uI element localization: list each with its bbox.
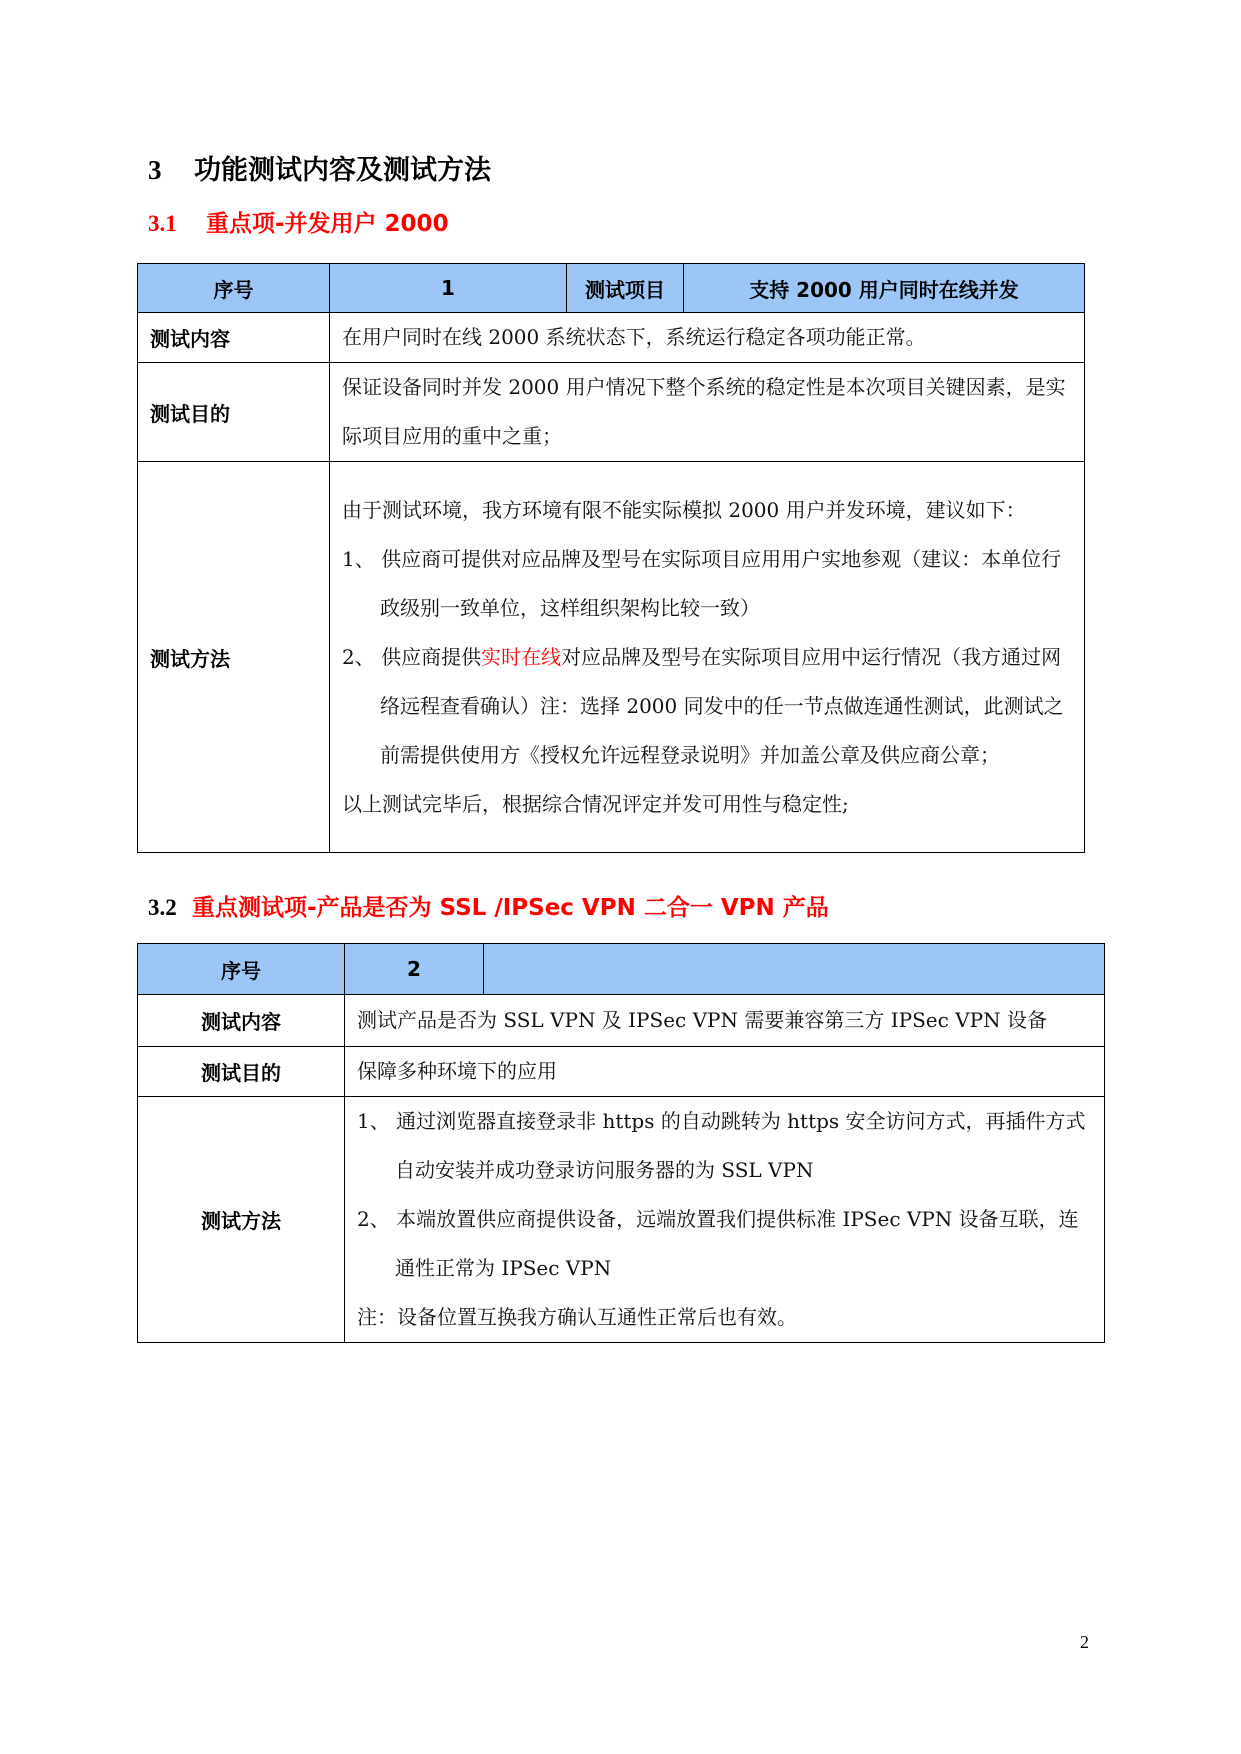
table-header-row	[138, 944, 1105, 995]
method-item-2	[342, 633, 1072, 780]
method-cell	[345, 1097, 1105, 1343]
method-item-1: 1、 通过浏览器直接登录非 https 的自动跳转为 https 安全访问方式，再插件方式自动安装并成功登录访问服务器的为 SSL VPN	[357, 1109, 1086, 1182]
content-text: 在用户同时在线 2000 系统状态下，系统运行稳定各项功能正常。	[330, 313, 1085, 363]
content-label: 测试内容	[138, 313, 330, 363]
subsection-number: 3.1	[148, 211, 177, 236]
table-header-row	[138, 264, 1085, 313]
table-row	[138, 1047, 1105, 1097]
content-label: 测试内容	[138, 995, 345, 1047]
page-number: 2	[1080, 1632, 1089, 1652]
purpose-label: 测试目的	[138, 1047, 345, 1097]
seq-value: 1	[330, 264, 567, 313]
method-item-2-highlight: 实时在线	[481, 644, 562, 669]
subsection-heading-3-2	[148, 889, 829, 922]
test-table-2	[137, 943, 1105, 1343]
method-label: 测试方法	[138, 1097, 345, 1343]
header-extra	[484, 944, 1105, 995]
test-table-1	[137, 263, 1085, 853]
method-label: 测试方法	[138, 462, 330, 853]
seq-value: 2	[345, 944, 484, 995]
section-title: 功能测试内容及测试方法	[194, 155, 491, 186]
subsection-title: 重点测试项-产品是否为 SSL /IPSec VPN 二合一 VPN 产品	[192, 895, 829, 921]
seq-label: 序号	[138, 944, 345, 995]
item-value: 支持 2000 用户同时在线并发	[684, 264, 1085, 313]
table-row	[138, 363, 1085, 462]
method-item-2: 2、 本端放置供应商提供设备，远端放置我们提供标准 IPSec VPN 设备互联，连通性正常为 IPSec VPN	[357, 1207, 1079, 1280]
method-intro: 由于测试环境，我方环境有限不能实际模拟 2000 用户并发环境，建议如下：	[342, 497, 1026, 522]
purpose-text: 保障多种环境下的应用	[345, 1047, 1105, 1097]
seq-label: 序号	[138, 264, 330, 313]
purpose-label: 测试目的	[138, 363, 330, 462]
content-text: 测试产品是否为 SSL VPN 及 IPSec VPN 需要兼容第三方 IPSec VPN 设备	[345, 995, 1105, 1047]
method-item-1: 1、 供应商可提供对应品牌及型号在实际项目应用用户实地参观（建议：本单位行政级别一致单位，这样组织架构比较一致）	[342, 546, 1062, 620]
method-item-2-prefix: 2、 供应商提供	[342, 644, 482, 669]
section-heading	[148, 148, 491, 187]
subsection-heading-3-1	[148, 205, 449, 238]
method-cell	[330, 462, 1085, 853]
subsection-title: 重点项-并发用户 2000	[206, 211, 449, 237]
subsection-number: 3.2	[148, 895, 177, 920]
method-item-2-suffix: 对应品牌及型号在实际项目应用中运行情况（我方通过网络远程查看确认）注：选择 2000 同发中的任一节点做连通性测试，此测试之前需提供使用方《授权允许远程登录说明》并加盖公章及供应商公章；	[380, 644, 1064, 767]
table-row	[138, 462, 1085, 853]
table-row	[138, 1097, 1105, 1343]
item-label: 测试项目	[567, 264, 684, 313]
table-row	[138, 995, 1105, 1047]
method-outro: 以上测试完毕后，根据综合情况评定并发可用性与稳定性;	[342, 791, 849, 816]
table-row	[138, 313, 1085, 363]
purpose-text: 保证设备同时并发 2000 用户情况下整个系统的稳定性是本次项目关键因素，是实际项目应用的重中之重；	[330, 363, 1085, 462]
method-note: 注：设备位置互换我方确认互通性正常后也有效。	[357, 1305, 797, 1329]
section-number: 3	[148, 155, 162, 185]
